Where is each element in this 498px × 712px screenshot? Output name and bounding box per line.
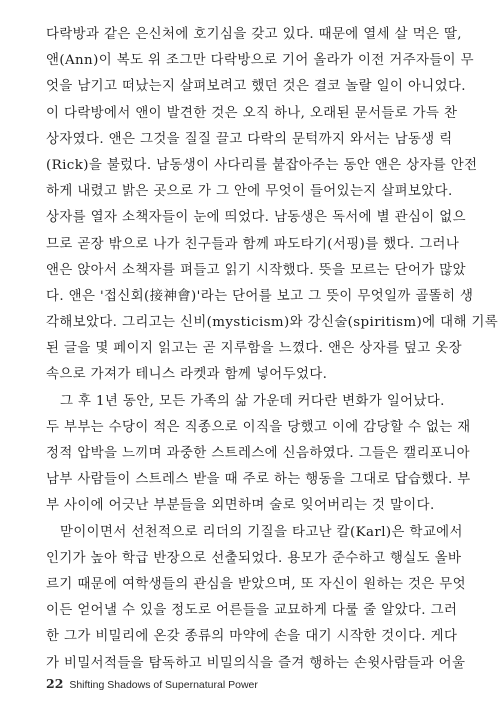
text-line: 상자를 열자 소책자들이 눈에 띄었다. 남동생은 독서에 별 관심이 없으 (46, 210, 466, 226)
text-line: 각해보았다. 그리고는 신비(mysticism)와 강신술(spiritism)에 대해 기록 (46, 315, 498, 331)
text-line: 이 다락방에서 앤이 발견한 것은 오직 하나, 오래된 문서들로 가득 찬 (46, 105, 458, 121)
text-line: 다. 앤은 '접신회(接神會)'라는 단어를 보고 그 뜻이 무엇일까 골똘히 생 (46, 288, 474, 304)
page-number: 22 (46, 676, 64, 691)
text-line: 남부 사람들이 스트레스 받을 때 주로 하는 행동을 그대로 답습했다. 부 (46, 472, 471, 488)
paragraph (46, 22, 498, 389)
text-line: 부 사이에 어긋난 부분들을 외면하며 술로 잊어버리는 것 말이다. (46, 498, 435, 514)
text-line: 한 그가 비밀리에 온갖 종류의 마약에 손을 대기 시작한 것이다. 게다 (46, 629, 458, 645)
text-line: 된 글을 몇 페이지 읽고는 곧 지루함을 느꼈다. 앤은 상자를 덮고 옷장 (46, 341, 462, 357)
text-line: 다락방과 같은 은신처에 호기심을 갖고 있다. 때문에 열세 살 먹은 딸, (46, 27, 462, 42)
running-title: Shifting Shadows of Supernatural Power (69, 679, 258, 691)
paragraph (46, 520, 466, 677)
text-line: 므로 곧장 밖으로 나가 친구들과 함께 파도타기(서핑)를 했다. 그러나 (46, 236, 460, 252)
text-line: 그 후 1년 동안, 모든 가족의 삶 가운데 커다란 변화가 일어났다. (60, 393, 445, 409)
text-line: 앤은 앉아서 소책자를 펴들고 읽기 시작했다. 뜻을 모르는 단어가 많았 (46, 262, 466, 278)
text-line: 하게 내렸고 밝은 곳으로 가 그 안에 무엇이 들어있는지 살펴보았다. (46, 184, 453, 200)
text-line: 속으로 가져가 테니스 라켓과 함께 넣어두었다. (46, 367, 328, 383)
text-line: (Rick)을 불렀다. 남동생이 사다리를 붙잡아주는 동안 앤은 상자를 안전 (46, 157, 478, 173)
paragraph (46, 389, 471, 520)
body-text (46, 22, 498, 677)
text-line: 두 부부는 수당이 적은 직종으로 이직을 당했고 이에 감당할 수 없는 재 (46, 419, 471, 435)
text-line: 가 비밀서적들을 탐독하고 비밀의식을 즐겨 행하는 손윗사람들과 어울 (46, 655, 466, 671)
text-line: 엇을 남기고 떠났는지 살펴보려고 했던 것은 결코 놀랄 일이 아니었다. (46, 79, 466, 95)
text-line: 앤(Ann)이 복도 위 조그만 다락방으로 기어 올라가 이전 거주자들이 무 (46, 53, 474, 69)
text-line: 인기가 높아 학급 반장으로 선출되었다. 용모가 준수하고 행실도 올바 (46, 550, 462, 566)
page-footer (46, 676, 258, 691)
text-line: 맏이이면서 선천적으로 리더의 기질을 타고난 칼(Karl)은 학교에서 (60, 524, 463, 540)
text-line: 정적 압박을 느끼며 과중한 스트레스에 신음하였다. 그들은 캘리포니아 (46, 446, 470, 461)
text-line: 상자였다. 앤은 그것을 질질 끌고 다락의 문턱까지 와서는 남동생 릭 (46, 131, 453, 147)
text-line: 이든 얻어낼 수 있을 정도로 어른들을 교묘하게 다룰 줄 알았다. 그러 (46, 603, 458, 619)
text-line: 르기 때문에 여학생들의 관심을 받았으며, 또 자신이 원하는 것은 무엇 (46, 576, 466, 592)
